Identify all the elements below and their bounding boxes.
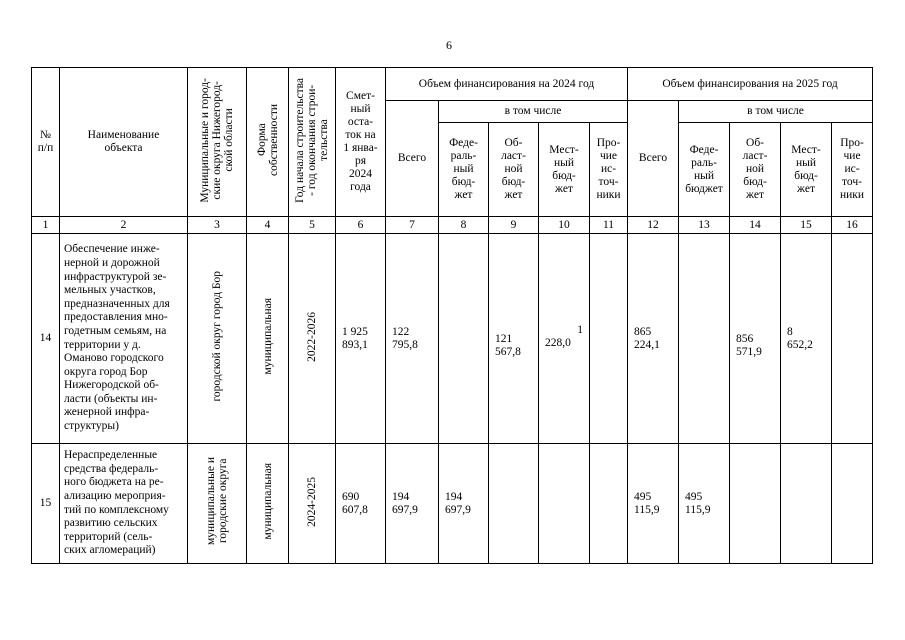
col-number: 4 [247, 217, 289, 234]
row-total-2024: 194 697,9 [386, 444, 439, 564]
header-name: Наименование объекта [60, 68, 188, 217]
col-number: 15 [781, 217, 832, 234]
row-municipality-text: муниципальные и городские округа [205, 457, 229, 546]
row-other-2025 [832, 234, 873, 444]
row-local-2024-part-a: 1 [577, 323, 583, 336]
col-number: 16 [832, 217, 873, 234]
row-ownership [247, 234, 289, 444]
row-regional-2024: 121 567,8 [489, 234, 539, 444]
col-number: 14 [730, 217, 781, 234]
row-years-text: 2024-2025 [306, 476, 318, 527]
row-municipality [188, 234, 247, 444]
header-federal-2024: Феде- раль- ный бюд- жет [439, 123, 489, 217]
row-total-2025: 495 115,9 [628, 444, 679, 564]
row-local-2024-part-b: 228,0 [545, 336, 571, 349]
col-number: 10 [539, 217, 590, 234]
row-total-2025: 865 224,1 [628, 234, 679, 444]
row-local-2024 [539, 444, 590, 564]
financing-table [31, 67, 873, 564]
header-years [289, 68, 336, 217]
row-estimate: 690 607,8 [336, 444, 386, 564]
header-regional-2024: Об- ласт- ной бюд- жет [489, 123, 539, 217]
row-name: Нераспределенные средства федераль- ного бюджета на ре- ализацию мероприя- тий по комплексному развитию сельских территорий (сель- ских агломераций) [60, 444, 188, 564]
col-number: 13 [679, 217, 730, 234]
row-local-2025: 8 652,2 [781, 234, 832, 444]
col-number: 11 [590, 217, 628, 234]
col-number: 6 [336, 217, 386, 234]
col-number: 5 [289, 217, 336, 234]
header-other-2024: Про- чие ис- точ- ники [590, 123, 628, 217]
row-other-2024 [590, 234, 628, 444]
row-federal-2025 [679, 234, 730, 444]
table-row [32, 234, 873, 444]
row-ownership [247, 444, 289, 564]
row-federal-2024: 194 697,9 [439, 444, 489, 564]
header-local-2025: Мест- ный бюд- жет [781, 123, 832, 217]
col-number: 9 [489, 217, 539, 234]
col-number: 12 [628, 217, 679, 234]
row-years [289, 234, 336, 444]
header-municipality [188, 68, 247, 217]
col-number: 7 [386, 217, 439, 234]
column-numbers-row [32, 217, 873, 234]
row-municipality [188, 444, 247, 564]
header-no: № п/п [32, 68, 60, 217]
col-number: 2 [60, 217, 188, 234]
row-federal-2025: 495 115,9 [679, 444, 730, 564]
header-incl-2024: в том числе [439, 101, 628, 123]
header-fin-2025: Объем финансирования на 2025 год [628, 68, 873, 101]
row-ownership-text: муниципальная [261, 298, 274, 375]
header-regional-2025: Об- ласт- ной бюд- жет [730, 123, 781, 217]
row-no: 14 [32, 234, 60, 444]
row-total-2024: 122 795,8 [386, 234, 439, 444]
row-name: Обеспечение инже- нерной и дорожной инфраструктурой зе- мельных участков, предназначенных для предоставления мно- годетным семьям, на территории у д. Оманово городского округа город Бор Нижегородской об- ласти (объекты ин- женерной инфра- структуры) [60, 234, 188, 444]
row-other-2024 [590, 444, 628, 564]
row-other-2025 [832, 444, 873, 564]
row-local-2024 [539, 234, 590, 444]
row-regional-2024 [489, 444, 539, 564]
col-number: 3 [188, 217, 247, 234]
row-local-2025 [781, 444, 832, 564]
row-ownership-text: муниципальная [261, 463, 274, 540]
row-years [289, 444, 336, 564]
row-municipality-text: городской округ город Бор [211, 271, 223, 402]
page-number: 6 [446, 38, 452, 52]
header-total-2025: Всего [628, 101, 679, 217]
col-number: 1 [32, 217, 60, 234]
table-row [32, 444, 873, 564]
row-regional-2025: 856 571,9 [730, 234, 781, 444]
header-other-2025: Про- чие ис- точ- ники [832, 123, 873, 217]
col-number: 8 [439, 217, 489, 234]
row-years-text: 2022-2026 [306, 311, 318, 362]
header-years-text: Год начала строительства - год окончания строи- тельства [294, 77, 330, 203]
header-ownership [247, 68, 289, 217]
header-ownership-text: Форма собственности [255, 104, 280, 176]
row-no: 15 [32, 444, 60, 564]
header-incl-2025: в том числе [679, 101, 873, 123]
header-estimate: Смет- ный оста- ток на 1 янва- ря 2024 года [336, 68, 386, 217]
header-total-2024: Всего [386, 101, 439, 217]
header-municipality-text: Муниципальные и город- ские округа Нижегород- ской области [199, 77, 235, 203]
header-local-2024: Мест- ный бюд- жет [539, 123, 590, 217]
header-federal-2025: Феде- раль- ный бюджет [679, 123, 730, 217]
row-estimate: 1 925 893,1 [336, 234, 386, 444]
row-federal-2024 [439, 234, 489, 444]
header-fin-2024: Объем финансирования на 2024 год [386, 68, 628, 101]
row-regional-2025 [730, 444, 781, 564]
